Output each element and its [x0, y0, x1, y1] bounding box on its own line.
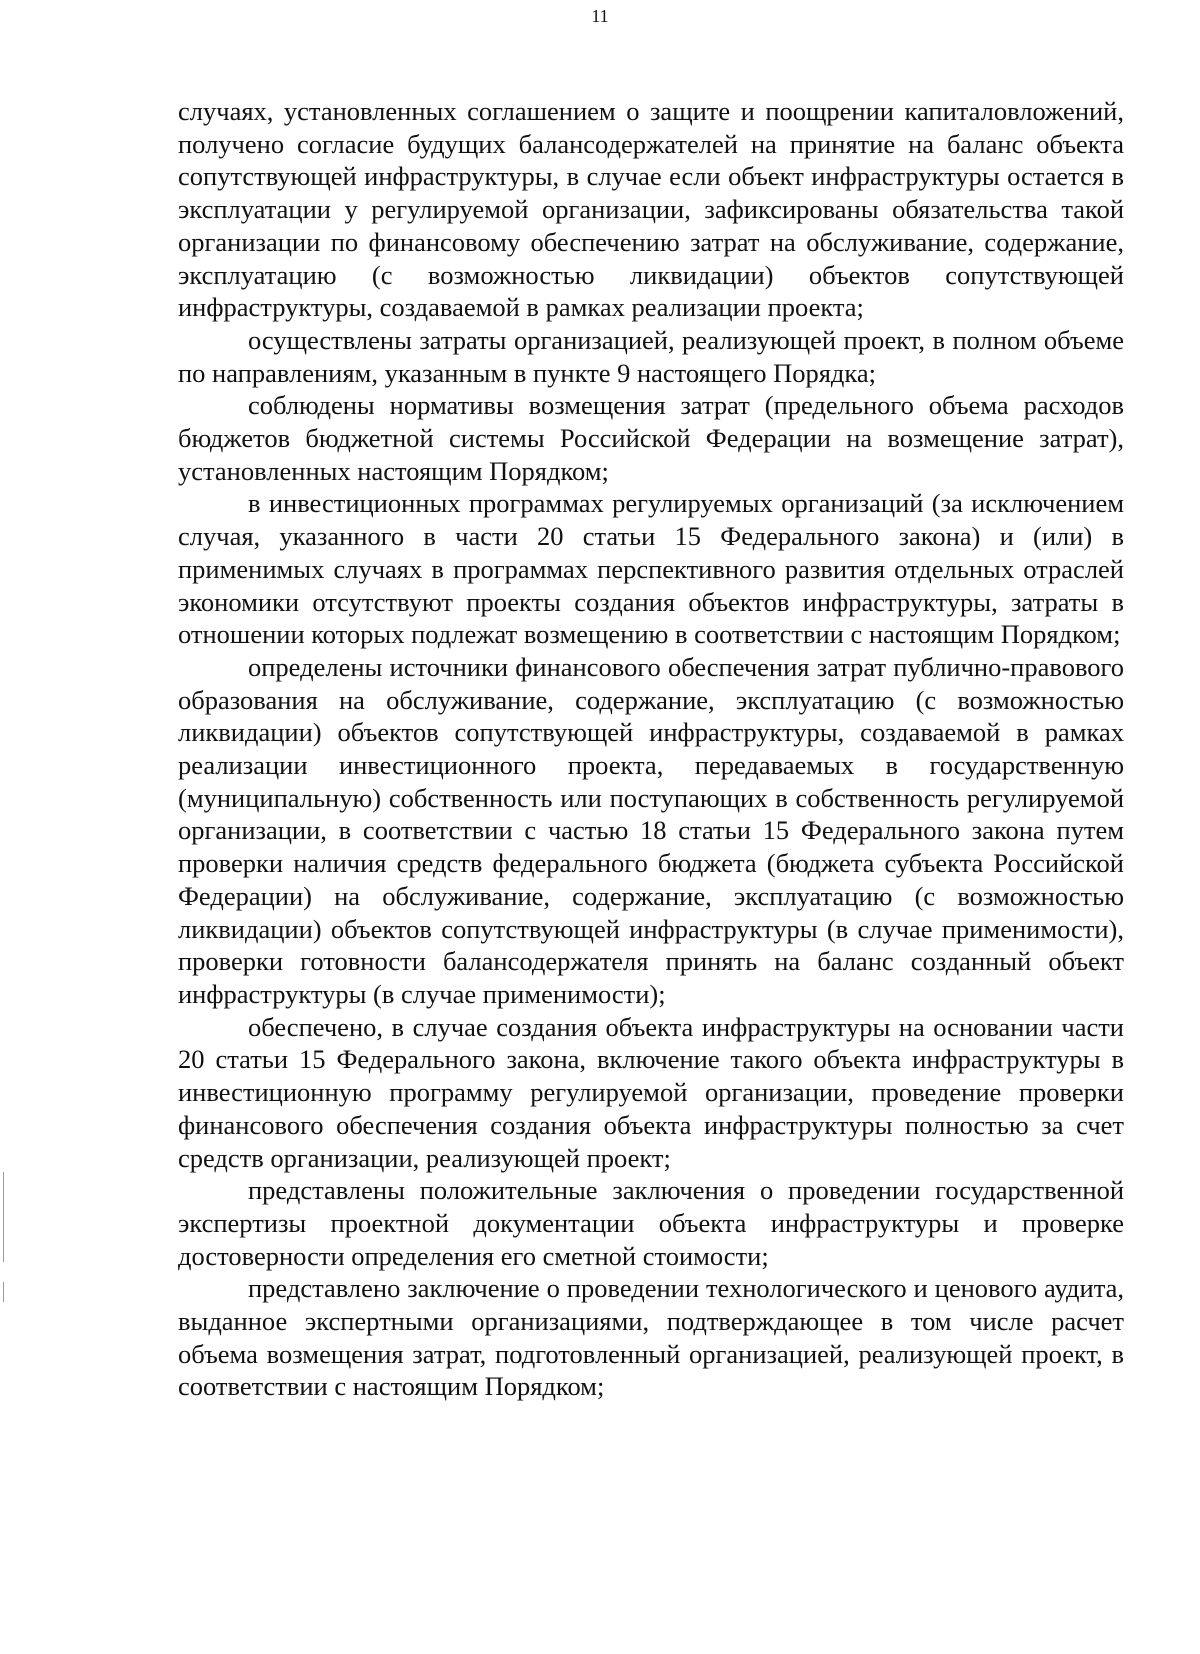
paragraph: представлено заключение о проведении технологического и ценового аудита, выданное экспертными организациями, подтверждающее в том числе расчет объема возмещения затрат, подготовленный организацией, реализующей проект, в соответствии с настоящим Порядком; [178, 1273, 1124, 1402]
paragraph: обеспечено, в случае создания объекта инфраструктуры на основании части 20 статьи 15 Федерального закона, включение такого объекта инфраструктуры в инвестиционную программу регулируемой организации, проведение проверки финансового обеспечения создания объекта инфраструктуры полностью за счет средств организации, реализующей проект; [178, 1011, 1124, 1173]
paragraph-continuation: случаях, установленных соглашением о защите и поощрении капиталовложений, получено согласие будущих балансодержателей на принятие на баланс объекта сопутствующей инфраструктуры, в случае если объект инфраструктуры остается в эксплуатации у регулируемой организации, зафиксированы обязательства такой организации по финансовому обеспечению затрат на обслуживание, содержание, эксплуатацию (с возможностью ликвидации) объектов сопутствующей инфраструктуры, создаваемой в рамках реализации проекта; [178, 96, 1124, 323]
paragraph: соблюдены нормативы возмещения затрат (предельного объема расходов бюджетов бюджетной системы Российской Федерации на возмещение затрат), установленных настоящим Порядком; [178, 390, 1124, 486]
paragraph: в инвестиционных программах регулируемых организаций (за исключением случая, указанного в части 20 статьи 15 Федерального закона) и (или) в применимых случаях в программах перспективного развития отдельных отраслей экономики отсутствуют проекты создания объектов инфраструктуры, затраты в отношении которых подлежат возмещению в соответствии с настоящим Порядком; [178, 488, 1124, 650]
paragraph: представлены положительные заключения о проведении государственной экспертизы проектной документации объекта инфраструктуры и проверке достоверности определения его сметной стоимости; [178, 1175, 1124, 1271]
paragraph: определены источники финансового обеспечения затрат публично-правового образования на обслуживание, содержание, эксплуатацию (с возможностью ликвидации) объектов сопутствующей инфраструктуры, создаваемой в рамках реализации инвестиционного проекта, передаваемых в государственную (муниципальную) собственность или поступающих в собственность регулируемой организации, в соответствии с частью 18 статьи 15 Федерального закона путем проверки наличия средств федерального бюджета (бюджета субъекта Российской Федерации) на обслуживание, содержание, эксплуатацию (с возможностью ликвидации) объектов сопутствующей инфраструктуры (в случае применимости), проверки готовности балансодержателя принять на баланс созданный объект инфраструктуры (в случае применимости); [178, 651, 1124, 1009]
document-body [178, 95, 1124, 1403]
paragraph: осуществлены затраты организацией, реализующей проект, в полном объеме по направлениям, указанным в пункте 9 настоящего Порядка; [178, 324, 1124, 388]
page-number: 11 [591, 6, 609, 26]
scan-edge-mark [3, 1282, 4, 1302]
scan-edge-mark [3, 1172, 4, 1262]
